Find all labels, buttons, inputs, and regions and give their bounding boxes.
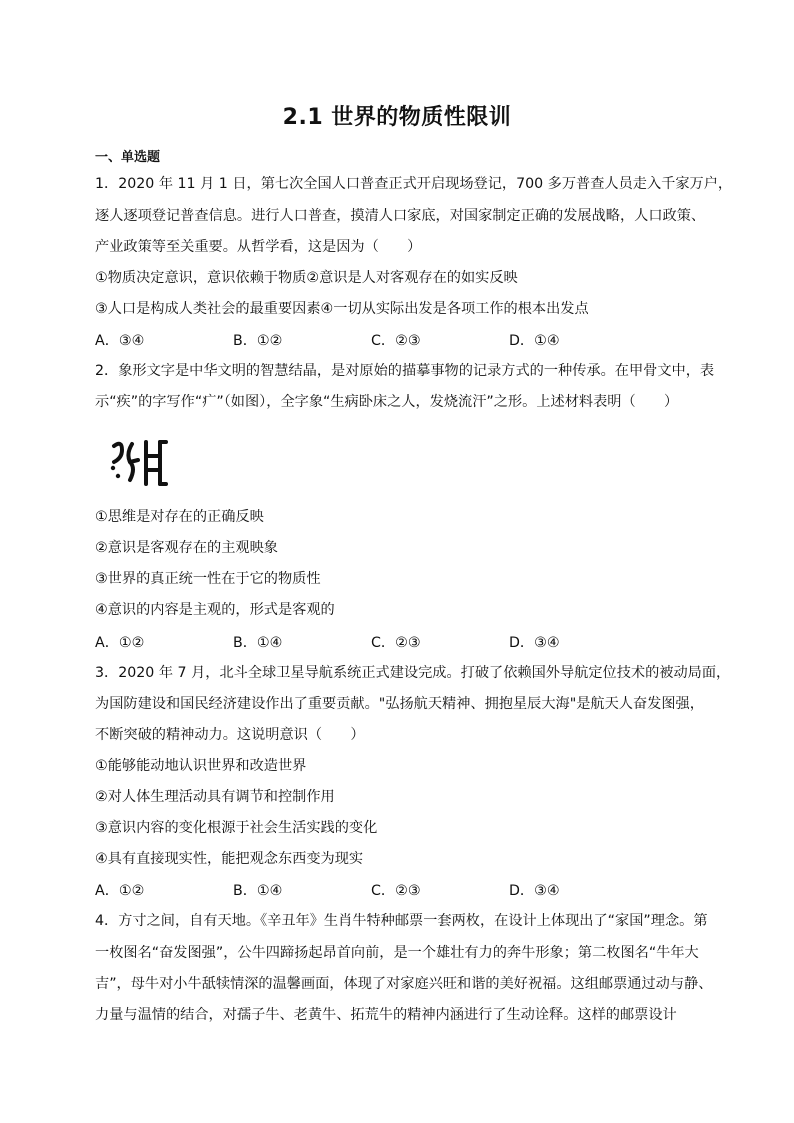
q1-option-c[interactable]: C．②③ [371, 333, 421, 349]
q3-option-c[interactable]: C．②③ [371, 883, 421, 899]
q3-statement: ②对人体生理活动具有调节和控制作用 [95, 789, 335, 805]
q4-stem-line: 吉”，母牛对小牛舐犊情深的温馨画面，体现了对家庭兴旺和谐的美好祝福。这组邮票通过动与静、 [95, 976, 713, 992]
q3-option-b[interactable]: B．①④ [233, 883, 283, 899]
q1-stem-line: 逐人逐项登记普查信息。进行人口普查，摸清人口家底，对国家制定正确的发展战略，人口政策、 [95, 208, 706, 224]
q1-statement: ③人口是构成人类社会的最重要因素④一切从实际出发是各项工作的根本出发点 [95, 301, 589, 317]
q2-statement: ④意识的内容是主观的，形式是客观的 [95, 602, 335, 618]
q4-stem-line: 力量与温情的结合，对孺子牛、老黄牛、拓荒牛的精神内涵进行了生动诠释。这样的邮票设计 [95, 1007, 677, 1023]
q2-stem-line: 示“疾”的字写作“疒”（如图），全字象“生病卧床之人，发烧流汗”之形。上述材料表明（ ） [95, 394, 679, 410]
q3-statement: ④具有直接现实性，能把观念东西变为现实 [95, 851, 364, 867]
q3-options [95, 880, 615, 900]
section-heading: 一、单选题 [95, 150, 161, 165]
q4-stem-line: 4．方寸之间，自有天地。《辛丑年》生肖牛特种邮票一套两枚，在设计上体现出了“家国”理念。第 [95, 913, 708, 929]
q2-options [95, 632, 615, 652]
q2-option-b[interactable]: B．①④ [233, 635, 283, 651]
q1-option-a[interactable]: A．③④ [95, 333, 145, 349]
q2-statement: ③世界的真正统一性在于它的物质性 [95, 571, 321, 587]
q3-option-a[interactable]: A．①② [95, 883, 145, 899]
q2-stem-line: 2．象形文字是中华文明的智慧结晶，是对原始的描摹事物的记录方式的一种传承。在甲骨文中，表 [95, 363, 715, 379]
q1-options [95, 330, 615, 350]
q3-stem-line: 为国防建设和国民经济建设作出了重要贡献。"弘扬航天精神、拥抱星辰大海"是航天人奋发图强， [95, 696, 704, 712]
q3-option-d[interactable]: D．③④ [509, 883, 560, 899]
oracle-bone-ji-glyph-icon [108, 436, 178, 488]
q3-statement: ①能够能动地认识世界和改造世界 [95, 758, 307, 774]
q4-stem-line: 一枚图名“奋发图强”，公牛四蹄扬起昂首向前，是一个雄壮有力的奔牛形象；第二枚图名“牛年大 [95, 945, 699, 961]
page-title: 2.1 世界的物质性限训 [282, 105, 512, 130]
q2-option-d[interactable]: D．③④ [509, 635, 560, 651]
q1-option-b[interactable]: B．①② [233, 333, 283, 349]
q3-stem-line: 不断突破的精神动力。这说明意识（ ） [95, 727, 365, 743]
q1-statement: ①物质决定意识，意识依赖于物质②意识是人对客观存在的如实反映 [95, 270, 518, 286]
q1-stem-line: 1．2020 年 11 月 1 日，第七次全国人口普查正式开启现场登记，700 多万普查人员走入千家万户， [95, 176, 733, 192]
q2-option-a[interactable]: A．①② [95, 635, 145, 651]
q1-stem-line: 产业政策等至关重要。从哲学看，这是因为（ ） [95, 239, 422, 255]
q1-option-d[interactable]: D．①④ [509, 333, 560, 349]
q2-statement: ①思维是对存在的正确反映 [95, 509, 264, 525]
q3-stem-line: 3．2020 年 7 月，北斗全球卫星导航系统正式建设完成。打破了依赖国外导航定位技术的被动局面， [95, 665, 731, 681]
q3-statement: ③意识内容的变化根源于社会生活实践的变化 [95, 820, 378, 836]
q2-option-c[interactable]: C．②③ [371, 635, 421, 651]
q2-statement: ②意识是客观存在的主观映象 [95, 540, 278, 556]
